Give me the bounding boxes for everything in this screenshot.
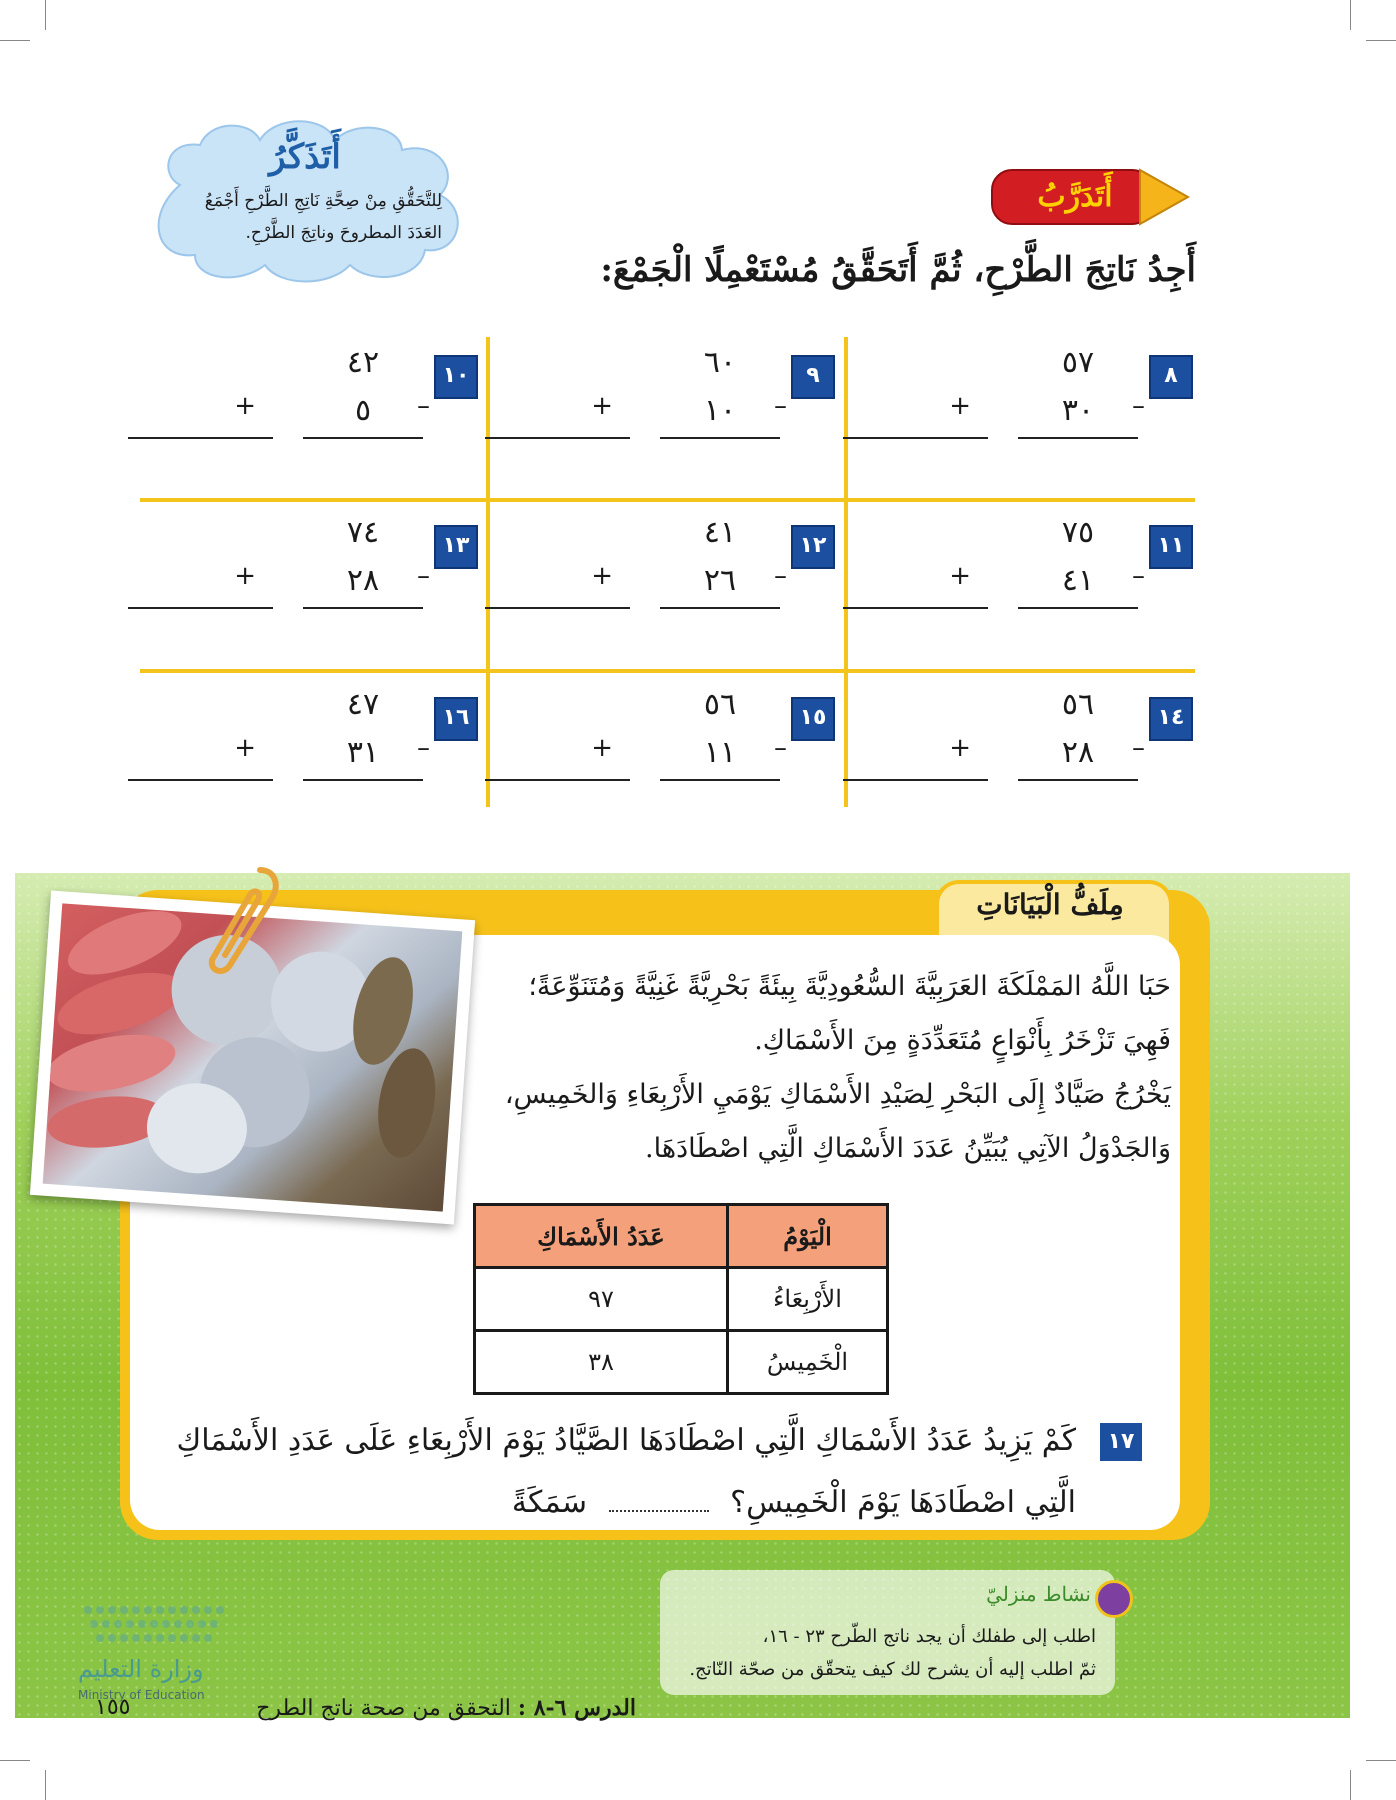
subtrahend: ٣٠ <box>1061 393 1095 428</box>
answer-line[interactable] <box>1018 437 1138 439</box>
answer-line[interactable] <box>660 779 780 781</box>
question-line: الَّتِي اصْطَادَهَا يَوْمَ الْخَمِيسِ؟ <box>730 1485 1076 1520</box>
paperclip-icon <box>200 860 290 980</box>
minus-sign: – <box>774 391 787 421</box>
subtrahend: ٣١ <box>346 735 380 770</box>
plus-sign: + <box>949 561 971 591</box>
table-header-row <box>475 1205 888 1268</box>
subtrahend: ٢٨ <box>346 563 380 598</box>
check-line[interactable] <box>128 437 273 439</box>
exercise-number: ١٢ <box>791 525 835 569</box>
table-row <box>475 1331 888 1394</box>
plus-sign: + <box>591 391 613 421</box>
subtrahend: ٢٦ <box>703 563 737 598</box>
table-cell-count: ٩٧ <box>475 1268 728 1331</box>
minus-sign: – <box>417 733 430 763</box>
minus-sign: – <box>1132 391 1145 421</box>
crop-mark <box>1350 0 1351 30</box>
plus-sign: + <box>591 733 613 763</box>
house-icon <box>1095 1580 1133 1618</box>
answer-line[interactable] <box>660 607 780 609</box>
minus-sign: – <box>1132 561 1145 591</box>
crop-mark <box>45 0 46 30</box>
exercise-12 <box>485 515 835 635</box>
minuend: ٧٤ <box>346 515 380 550</box>
lesson-title: التحقق من صحة ناتج الطرح <box>256 1696 511 1721</box>
exercise-number: ٩ <box>791 355 835 399</box>
exercise-9 <box>485 345 835 465</box>
answer-line[interactable] <box>1018 779 1138 781</box>
table-cell-count: ٣٨ <box>475 1331 728 1394</box>
answer-line[interactable] <box>303 779 423 781</box>
exercise-number: ٨ <box>1149 355 1193 399</box>
data-file-title: مِلَفُّ الْبَيَانَاتِ <box>976 888 1124 921</box>
home-activity-text <box>636 1620 1096 1686</box>
minuend: ٥٧ <box>1061 345 1095 380</box>
answer-line[interactable] <box>303 437 423 439</box>
plus-sign: + <box>234 561 256 591</box>
lesson-label: الدرس ٦-٨ : <box>517 1695 636 1721</box>
paragraph-line: يَخْرُجُ صَيَّادٌ إِلَى البَحْرِ لِصَيْدِ الأَسْمَاكِ يَوْمَيِ الأَرْبِعَاءِ وَالخَمِيسِ، <box>504 1079 1171 1110</box>
exercise-13 <box>128 515 478 635</box>
exercise-8 <box>843 345 1193 465</box>
minuend: ٤٢ <box>346 345 380 380</box>
remember-text: لِلتَّحَقُّقِ مِنْ صِحَّةِ نَاتِجِ الطَّرْحِ أَجْمَعُ العَدَدَ المطروحَ وناتِجَ الطَّرْحِ. <box>204 191 442 243</box>
crop-mark <box>0 40 30 41</box>
question-text <box>176 1410 1076 1534</box>
practice-instruction: أَجِدُ نَاتِجَ الطَّرْحِ، ثُمَّ أَتَحَقَّقُ مُسْتَعْمِلًا الْجَمْعَ: <box>600 250 1196 290</box>
crop-mark <box>1350 1770 1351 1800</box>
minuend: ٥٦ <box>703 687 737 722</box>
plus-sign: + <box>234 733 256 763</box>
paragraph-line: وَالجَدْوَلُ الآتِي يُبَيِّنُ عَدَدَ الأَسْمَاكِ الَّتِي اصْطَادَهَا. <box>645 1133 1171 1164</box>
check-line[interactable] <box>485 779 630 781</box>
question-line: كَمْ يَزِيدُ عَدَدُ الأَسْمَاكِ الَّتِي اصْطَادَهَا الصَّيَّادُ يَوْمَ الأَرْبِعَاءِ عَلَى عَدَدِ الأَسْمَاكِ <box>176 1423 1076 1458</box>
paragraph-line: حَبَا اللَّهُ المَمْلَكَةَ العَرَبِيَّةَ السُّعُودِيَّةَ بِيئَةً بَحْرِيَّةً غَنِيَّةً وَمُتَنَوِّعَةً؛ <box>528 971 1171 1002</box>
check-line[interactable] <box>128 779 273 781</box>
minus-sign: – <box>774 733 787 763</box>
exercise-number: ١١ <box>1149 525 1193 569</box>
home-activity-line: اطلب إلى طفلك أن يجد ناتج الطّرح ٢٣ - ١٦، <box>762 1626 1096 1647</box>
plus-sign: + <box>949 733 971 763</box>
subtrahend: ٢٨ <box>1061 735 1095 770</box>
exercise-number: ١٥ <box>791 697 835 741</box>
minuend: ٧٥ <box>1061 515 1095 550</box>
check-line[interactable] <box>485 437 630 439</box>
table-row <box>475 1268 888 1331</box>
page-number: ١٥٥ <box>95 1695 131 1720</box>
grid-divider <box>140 669 1195 673</box>
answer-line[interactable] <box>660 437 780 439</box>
exercise-14 <box>843 687 1193 807</box>
answer-unit: سَمَكَةً <box>511 1485 588 1520</box>
exercise-10 <box>128 345 478 465</box>
table-header-day: الْيَوْمُ <box>728 1205 888 1268</box>
remember-cloud <box>140 115 470 290</box>
table-cell-day: الْخَمِيسُ <box>728 1331 888 1394</box>
fish-count-table <box>473 1203 889 1395</box>
crop-mark <box>0 1760 30 1761</box>
grid-divider <box>140 498 1195 502</box>
paragraph-line: فَهِيَ تَزْخَرُ بِأَنْوَاعٍ مُتَعَدِّدَةٍ مِنَ الأَسْمَاكِ. <box>754 1025 1171 1056</box>
subtrahend: ٥ <box>354 393 372 428</box>
plus-sign: + <box>234 391 256 421</box>
data-file-paragraph <box>431 960 1171 1176</box>
ministry-name: وزارة التعليم <box>78 1655 204 1683</box>
answer-blank[interactable] <box>609 1490 709 1512</box>
subtrahend: ٤١ <box>1061 563 1095 598</box>
exercise-16 <box>128 687 478 807</box>
check-line[interactable] <box>843 779 988 781</box>
fish-shape <box>43 1025 180 1101</box>
plus-sign: + <box>949 391 971 421</box>
crop-mark <box>1366 40 1396 41</box>
crop-mark <box>1366 1760 1396 1761</box>
home-activity-title: نشاط منزليّ <box>986 1582 1091 1606</box>
ministry-name-en: Ministry of Education <box>78 1688 205 1702</box>
question-number: ١٧ <box>1100 1423 1142 1461</box>
fish-shape <box>51 961 190 1047</box>
minus-sign: – <box>417 391 430 421</box>
answer-line[interactable] <box>1018 607 1138 609</box>
subtrahend: ١٠ <box>703 393 737 428</box>
lesson-footer <box>256 1695 636 1721</box>
exercise-number: ١٦ <box>434 697 478 741</box>
home-activity-line: ثمّ اطلب إليه أن يشرح لك كيف يتحقّق من صحّة النّاتج. <box>689 1659 1096 1680</box>
remember-title: أَتَذَكَّرُ <box>269 137 341 177</box>
exercise-11 <box>843 515 1193 635</box>
subtrahend: ١١ <box>703 735 737 770</box>
minus-sign: – <box>417 561 430 591</box>
question-line-2 <box>176 1472 1076 1534</box>
check-line[interactable] <box>485 607 630 609</box>
minus-sign: – <box>1132 733 1145 763</box>
table-cell-day: الأَرْبِعَاءُ <box>728 1268 888 1331</box>
minus-sign: – <box>774 561 787 591</box>
check-line[interactable] <box>128 607 273 609</box>
table-header-count: عَدَدُ الأَسْمَاكِ <box>475 1205 728 1268</box>
minuend: ٥٦ <box>1061 687 1095 722</box>
crop-mark <box>45 1770 46 1800</box>
check-line[interactable] <box>843 437 988 439</box>
minuend: ٤١ <box>703 515 737 550</box>
practice-label: أَتَدَرَّبُ <box>1037 179 1113 214</box>
exercise-number: ١٣ <box>434 525 478 569</box>
answer-line[interactable] <box>303 607 423 609</box>
exercise-number: ١٤ <box>1149 697 1193 741</box>
exercise-15 <box>485 687 835 807</box>
plus-sign: + <box>591 561 613 591</box>
minuend: ٤٧ <box>346 687 380 722</box>
minuend: ٦٠ <box>703 345 737 380</box>
check-line[interactable] <box>843 607 988 609</box>
exercise-number: ١٠ <box>434 355 478 399</box>
